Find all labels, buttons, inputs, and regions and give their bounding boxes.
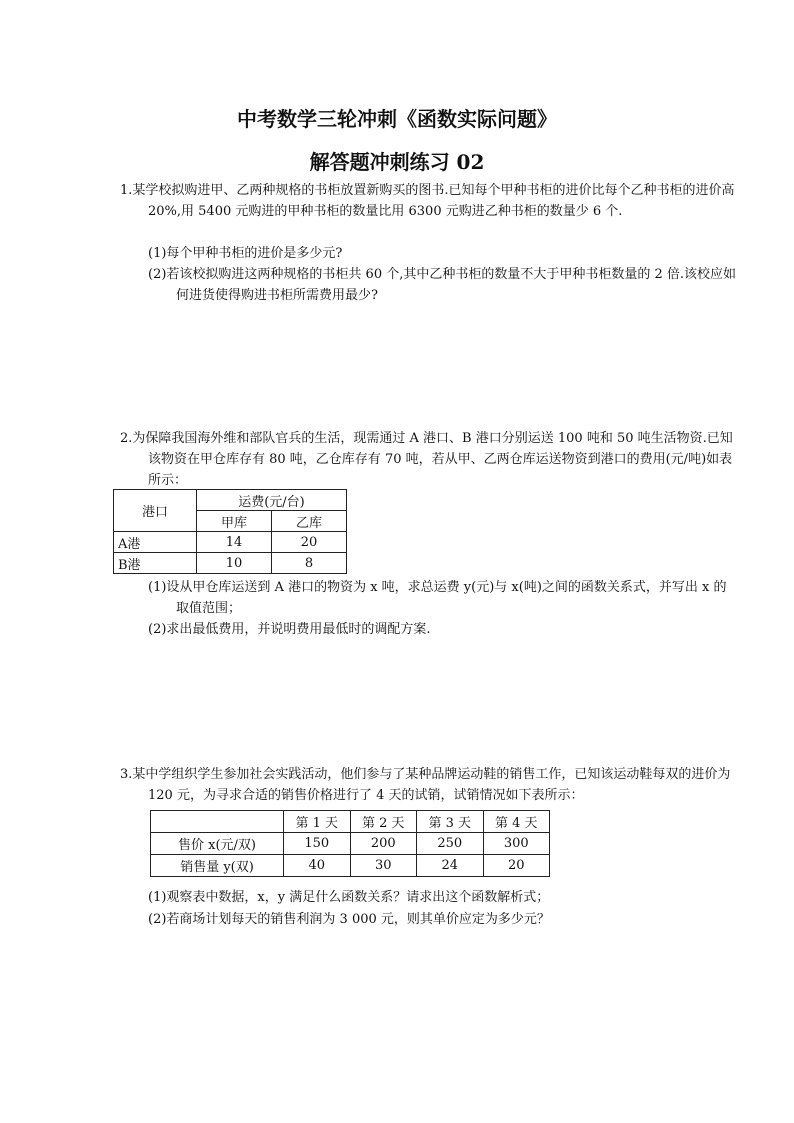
freight-table-group-header: 运费(元/台)	[197, 490, 347, 511]
sales-cell: 24	[417, 855, 484, 877]
sales-table-col-header: 第 3 天	[417, 811, 484, 833]
freight-table-col-header: 乙库	[272, 511, 347, 532]
freight-row-label: B港	[114, 553, 197, 574]
q2-sub2: (2)求出最低费用，并说明费用最低时的调配方案.	[148, 622, 431, 637]
q2-sub1: (1)设从甲仓库运送到 A 港口的物资为 x 吨，求总运费 y(元)与 x(吨)之间的函数关系式，并写出 x 的取值范围；	[148, 580, 727, 616]
q3-stem: 3.某中学组织学生参加社会实践活动，他们参与了某种品牌运动鞋的销售工作，已知该运动鞋每双的进价为 120 元，为寻求合适的销售价格进行了 4 天的试销，试销情况如下表所示：	[120, 767, 731, 803]
page-subtitle: 解答题冲刺练习 02	[309, 150, 485, 174]
freight-row-label: A港	[114, 532, 197, 553]
freight-cell: 8	[272, 553, 347, 574]
q3-sub1: (1)观察表中数据，x，y 满足什么函数关系？请求出这个函数解析式；	[148, 890, 550, 905]
q1-stem: 1.某学校拟购进甲、乙两种规格的书柜放置新购买的图书.已知每个甲种书柜的进价比每个乙种书柜的进价高 20%,用 5400 元购进的甲种书柜的数量比用 6300 元购进乙种书柜的数量少 6 个.	[120, 183, 735, 219]
sales-table-corner	[151, 811, 284, 833]
sales-table-col-header: 第 2 天	[350, 811, 417, 833]
sales-table-col-header: 第 4 天	[483, 811, 550, 833]
table-row	[151, 855, 550, 877]
sales-row-label: 销售量 y(双)	[151, 855, 284, 877]
table-row	[114, 532, 347, 553]
freight-table-col-header: 甲库	[197, 511, 272, 532]
sales-cell: 150	[284, 833, 351, 855]
sales-cell: 40	[284, 855, 351, 877]
sales-table-col-header: 第 1 天	[284, 811, 351, 833]
sales-cell: 250	[417, 833, 484, 855]
page-title: 中考数学三轮冲刺《函数实际问题》	[237, 107, 557, 131]
freight-table-corner: 港口	[114, 490, 197, 532]
sales-table	[150, 810, 550, 877]
table-row	[114, 553, 347, 574]
sales-cell: 30	[350, 855, 417, 877]
sales-cell: 200	[350, 833, 417, 855]
sales-row-label: 售价 x(元/双)	[151, 833, 284, 855]
q1-sub1: (1)每个甲种书柜的进价是多少元?	[148, 246, 343, 261]
q1-sub2: (2)若该校拟购进这两种规格的书柜共 60 个,其中乙种书柜的数量不大于甲种书柜数量的 2 倍.该校应如何进货使得购进书柜所需费用最少?	[148, 267, 737, 303]
q3-sub2: (2)若商场计划每天的销售利润为 3 000 元，则其单价应定为多少元？	[148, 912, 550, 927]
table-row	[151, 833, 550, 855]
freight-cell: 14	[197, 532, 272, 553]
freight-cell: 10	[197, 553, 272, 574]
sales-cell: 20	[483, 855, 550, 877]
freight-table	[113, 489, 347, 574]
q2-stem: 2.为保障我国海外维和部队官兵的生活，现需通过 A 港口、B 港口分别运送 100 吨和 50 吨生活物资.已知该物资在甲仓库存有 80 吨，乙仓库存有 70 吨，若从甲、乙两仓库运送物资到港口的费用(元/吨)如表所示：	[120, 431, 733, 488]
sales-cell: 300	[483, 833, 550, 855]
freight-cell: 20	[272, 532, 347, 553]
